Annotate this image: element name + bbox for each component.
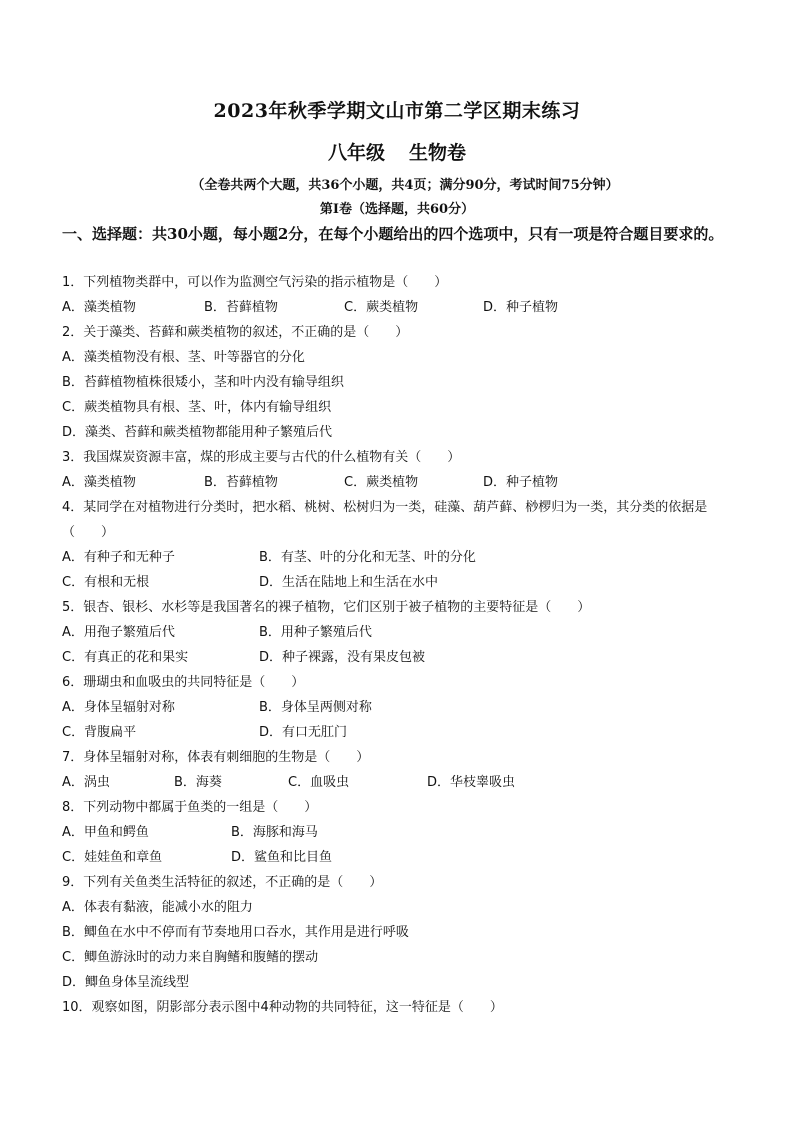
option: C．娃娃鱼和章鱼: [62, 850, 163, 865]
option: C．蕨类植物具有根、茎、叶，体内有输导组织: [62, 400, 332, 415]
question-stem: 9．下列有关鱼类生活特征的叙述，不正确的是（ ）: [62, 875, 383, 890]
question-stem: 5．银杏、银杉、水杉等是我国著名的裸子植物，它们区别于被子植物的主要特征是（ ）: [62, 600, 591, 615]
options-row: [62, 720, 742, 745]
option: B．海葵: [174, 775, 222, 790]
options-row: [62, 570, 742, 595]
question-stem: 4．某同学在对植物进行分类时，把水稻、桃树、松树归为一类，硅藻、葫芦藓、桫椤归为一类，其分类的依据是（ ）: [62, 500, 708, 540]
option: A．藻类植物: [62, 300, 136, 315]
section-heading: 一、选择题：共30小题，每小题2分，在每个小题给出的四个选项中，只有一项是符合题目要求的。: [62, 225, 724, 243]
option: D．有口无肛门: [259, 725, 348, 740]
option: D．种子植物: [483, 300, 559, 315]
question-stem: 10．观察如图，阴影部分表示图中4种动物的共同特征，这一特征是（ ）: [62, 1000, 503, 1015]
option: A．用孢子繁殖后代: [62, 625, 175, 640]
option: D．鲨鱼和比目鱼: [231, 850, 333, 865]
option: D．种子植物: [483, 475, 559, 490]
option: B．身体呈两侧对称: [259, 700, 372, 715]
question-stem: 7．身体呈辐射对称，体表有刺细胞的生物是（ ）: [62, 750, 370, 765]
option: C．鲫鱼游泳时的动力来自胸鳍和腹鳍的摆动: [62, 950, 319, 965]
option: C．蕨类植物: [344, 300, 419, 315]
options-row: [62, 620, 742, 645]
option: C．血吸虫: [288, 775, 350, 790]
option: B．苔藓植物: [204, 475, 278, 490]
options-row: [62, 845, 742, 870]
question-stem: 1．下列植物类群中，可以作为监测空气污染的指示植物是（ ）: [62, 275, 448, 290]
question-stem: 6．珊瑚虫和血吸虫的共同特征是（ ）: [62, 675, 305, 690]
option: C．有根和无根: [62, 575, 150, 590]
option: B．苔藓植物植株很矮小，茎和叶内没有输导组织: [62, 375, 344, 390]
option: C．蕨类植物: [344, 475, 419, 490]
option: B．用种子繁殖后代: [259, 625, 372, 640]
options-row: [62, 770, 742, 795]
option: A．藻类植物没有根、茎、叶等器官的分化: [62, 350, 305, 365]
option: B．苔藓植物: [204, 300, 278, 315]
exam-title: 2023年秋季学期文山市第二学区期末练习: [213, 100, 581, 122]
option: C．有真正的花和果实: [62, 650, 189, 665]
option: D．藻类、苔藓和蕨类植物都能用种子繁殖后代: [62, 425, 333, 440]
options-row: [62, 645, 742, 670]
options-row: [62, 295, 742, 320]
option: A．体表有黏液，能减小水的阻力: [62, 900, 253, 915]
part-heading: 第I卷（选择题，共60分）: [319, 202, 475, 217]
exam-instructions: （全卷共两个大题，共36个小题，共4页；满分90分，考试时间75分钟）: [191, 178, 619, 193]
option: A．有种子和无种子: [62, 550, 175, 565]
option: A．身体呈辐射对称: [62, 700, 175, 715]
option: B．鲫鱼在水中不停而有节奏地用口吞水，其作用是进行呼吸: [62, 925, 409, 940]
options-row: [62, 695, 742, 720]
question-stem: 3．我国煤炭资源丰富，煤的形成主要与古代的什么植物有关（ ）: [62, 450, 461, 465]
subject-label: 生物卷: [409, 142, 467, 164]
option: A．甲鱼和鳄鱼: [62, 825, 149, 840]
exam-subtitle: [0, 138, 794, 165]
question-stem: 2．关于藻类、苔藓和蕨类植物的叙述，不正确的是（ ）: [62, 325, 409, 340]
option: C．背腹扁平: [62, 725, 137, 740]
options-row: [62, 545, 742, 570]
question-stem: 8．下列动物中都属于鱼类的一组是（ ）: [62, 800, 318, 815]
options-row: [62, 820, 742, 845]
options-row: [62, 470, 742, 495]
option: B．海豚和海马: [231, 825, 318, 840]
option: D．鲫鱼身体呈流线型: [62, 975, 190, 990]
option: D．种子裸露，没有果皮包被: [259, 650, 426, 665]
grade-label: 八年级: [327, 142, 385, 164]
option: D．华枝睾吸虫: [427, 775, 516, 790]
option: B．有茎、叶的分化和无茎、叶的分化: [259, 550, 476, 565]
option: D．生活在陆地上和生活在水中: [259, 575, 439, 590]
option: A．涡虫: [62, 775, 110, 790]
option: A．藻类植物: [62, 475, 136, 490]
